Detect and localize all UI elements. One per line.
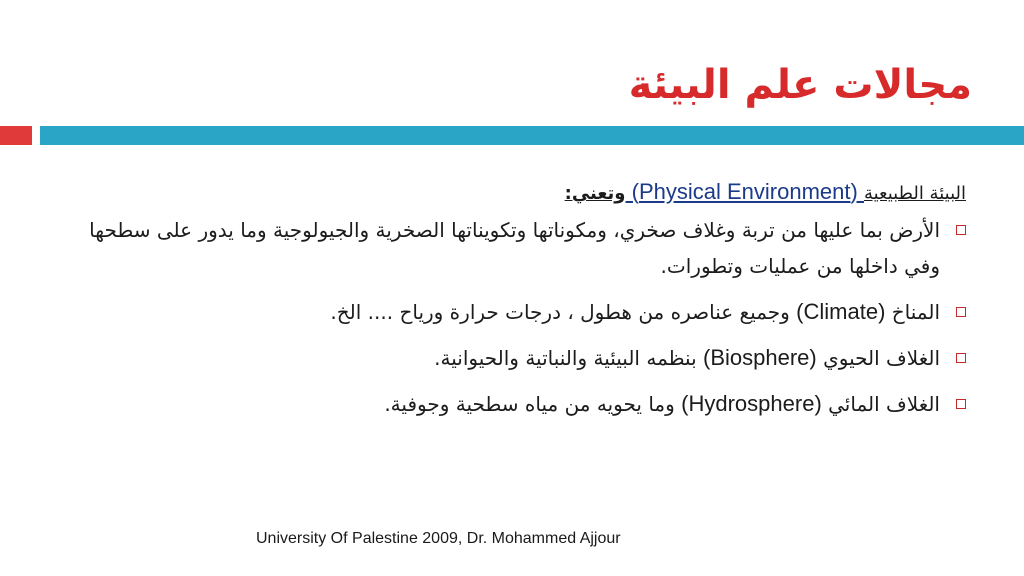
slide-content: [86, 178, 966, 432]
item-text-after: وما يحويه من مياه سطحية وجوفية.: [384, 392, 682, 416]
square-bullet-icon: [956, 225, 966, 235]
footer-credit: University Of Palestine 2009, Dr. Mohammed Ajjour: [256, 530, 621, 547]
square-bullet-icon: [956, 353, 966, 363]
item-text: الغلاف الحيوي: [816, 346, 940, 370]
item-text: الأرض بما عليها من تربة وغلاف صخري، ومكوناتها وتكويناتها الصخرية والجيولوجية وما يدور على سطحها وفي داخلها من عمليات وتطورات.: [89, 218, 940, 278]
square-bullet-icon: [956, 307, 966, 317]
list-item: [86, 212, 966, 284]
heading-english-term: (Physical Environment): [625, 179, 864, 204]
item-english-term: (Climate): [796, 299, 886, 324]
item-text: الغلاف المائي: [821, 392, 940, 416]
heading-verb: وتعني:: [564, 183, 626, 204]
item-text: المناخ: [885, 300, 940, 324]
square-bullet-icon: [956, 399, 966, 409]
list-item: [86, 294, 966, 330]
item-text-after: بنظمه البيئية والنباتية والحيوانية.: [434, 346, 703, 370]
list-item: [86, 386, 966, 422]
accent-bar-red: [0, 126, 32, 145]
heading-prefix: البيئة الطبيعية: [863, 183, 966, 204]
item-text-after: وجميع عناصره من هطول ، درجات حرارة ورياح .... الخ.: [330, 300, 797, 324]
item-english-term: (Biosphere): [703, 345, 817, 370]
accent-bar-teal: [40, 126, 1024, 145]
slide-title: مجالات علم البيئة: [628, 62, 972, 108]
list-item: [86, 340, 966, 376]
bullet-list: [86, 212, 966, 422]
section-heading: [86, 178, 966, 208]
item-english-term: (Hydrosphere): [681, 391, 822, 416]
